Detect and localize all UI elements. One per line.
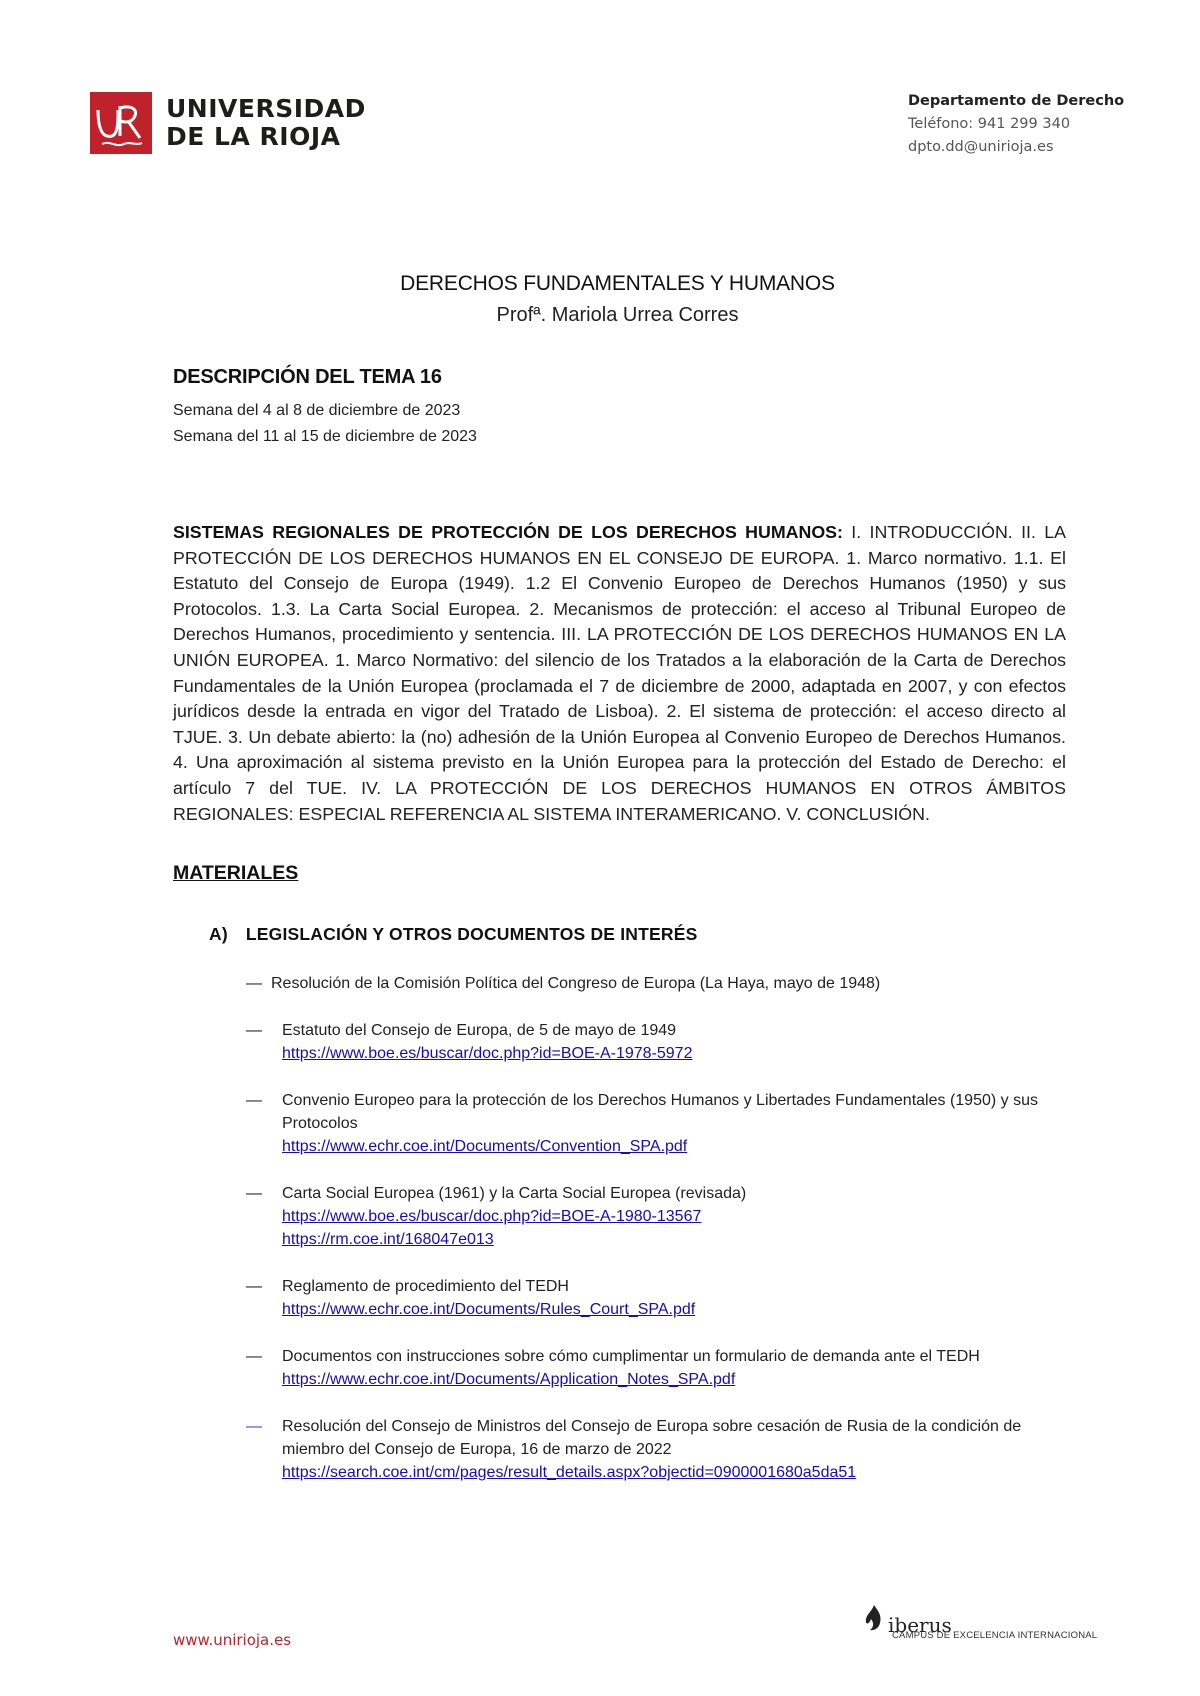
university-name-line2: DE LA RIOJA	[166, 122, 341, 151]
item-link[interactable]: https://www.boe.es/buscar/doc.php?id=BOE-A-1978-5972	[282, 1045, 693, 1062]
item-link[interactable]: https://www.echr.coe.int/Documents/Convention_SPA.pdf	[282, 1138, 688, 1155]
dash-bullet: —	[246, 1185, 262, 1202]
dash-bullet: —	[246, 1418, 262, 1435]
subsection-heading	[209, 924, 697, 945]
item-text: Convenio Europeo para la protección de los Derechos Humanos y Libertades Fundamentales (1950) y sus Protocolos	[282, 1092, 1038, 1132]
list-item	[246, 1345, 1076, 1391]
item-link[interactable]: https://www.boe.es/buscar/doc.php?id=BOE-A-1980-13567	[282, 1208, 702, 1225]
professor-name: Profª. Mariola Urrea Corres	[496, 304, 739, 326]
item-text: Documentos con instrucciones sobre cómo cumplimentar un formulario de demanda ante el TEDH	[282, 1348, 980, 1365]
list-item	[246, 1275, 1076, 1321]
subsection-title: LEGISLACIÓN Y OTROS DOCUMENTOS DE INTERÉS	[245, 924, 698, 944]
section-title: DESCRIPCIÓN DEL TEMA 16	[173, 366, 442, 388]
dash-bullet: —	[246, 975, 262, 992]
item-text: Resolución de la Comisión Política del Congreso de Europa (La Haya, mayo de 1948)	[271, 975, 881, 992]
list-item	[246, 972, 1076, 995]
department-contact	[908, 90, 1124, 159]
department-name: Departamento de Derecho	[908, 93, 1125, 109]
list-item	[246, 1089, 1076, 1158]
university-logo	[90, 92, 366, 154]
topic-description	[173, 520, 1066, 827]
iberus-logo	[862, 1603, 1098, 1641]
item-text: Resolución del Consejo de Ministros del Consejo de Europa sobre cesación de Rusia de la condición de miembro del Consejo de Europa, 16 de marzo de 2022	[282, 1418, 1022, 1458]
iberus-flame-icon	[862, 1603, 888, 1635]
iberus-tagline: CAMPUS DE EXCELENCIA INTERNACIONAL	[892, 1630, 1098, 1641]
week-line-2: Semana del 11 al 15 de diciembre de 2023	[173, 428, 477, 445]
university-logo-mark	[90, 92, 152, 154]
university-name	[166, 95, 366, 151]
item-link[interactable]: https://www.echr.coe.int/Documents/Rules_Court_SPA.pdf	[282, 1301, 696, 1318]
dash-bullet: —	[246, 1022, 262, 1039]
topic-heading: SISTEMAS REGIONALES DE PROTECCIÓN DE LOS DERECHOS HUMANOS:	[173, 522, 843, 542]
item-link[interactable]: https://rm.coe.int/168047e013	[282, 1231, 494, 1248]
item-link[interactable]: https://search.coe.int/cm/pages/result_details.aspx?objectid=0900001680a5da51	[282, 1464, 857, 1481]
item-text: Estatuto del Consejo de Europa, de 5 de mayo de 1949	[282, 1022, 677, 1039]
footer-website: www.unirioja.es	[173, 1631, 292, 1649]
department-phone: Teléfono: 941 299 340	[908, 116, 1071, 132]
department-email: dpto.dd@unirioja.es	[908, 139, 1054, 155]
document-title: DERECHOS FUNDAMENTALES Y HUMANOS	[400, 272, 835, 295]
subsection-letter: A)	[209, 924, 228, 944]
dash-bullet: —	[246, 1092, 262, 1109]
week-line-1: Semana del 4 al 8 de diciembre de 2023	[173, 402, 461, 419]
university-name-line1: UNIVERSIDAD	[166, 94, 366, 123]
list-item	[246, 1182, 1076, 1251]
materials-heading: MATERIALES	[173, 862, 299, 884]
item-text: Carta Social Europea (1961) y la Carta Social Europea (revisada)	[282, 1185, 747, 1202]
topic-outline: I. INTRODUCCIÓN. II. LA PROTECCIÓN DE LOS DERECHOS HUMANOS EN EL CONSEJO DE EUROPA. 1. Marco normativo. 1.1. El Estatuto del Consejo de Europa (1949). 1.2 El Convenio Europeo de Derechos Humanos (1950) y sus Protocolos. 1.3. La Carta Social Europea. 2. Mecanismos de protección: el acceso al Tribunal Europeo de Derechos Humanos, procedimiento y sentencia. III. LA PROTECCIÓN DE LOS DERECHOS HUMANOS EN LA UNIÓN EUROPEA. 1. Marco Normativo: del silencio de los Tratados a la elaboración de la Carta de Derechos Fundamentales de la Unión Europea (proclamada el 7 de diciembre de 2000, adaptada en 2007, y con efectos jurídicos desde la entrada en vigor del Tratado de Lisboa). 2. El sistema de protección: el acceso directo al TJUE. 3. Un debate abierto: la (no) adhesión de la Unión Europea al Convenio Europeo de Derechos Humanos. 4. Una aproximación al sistema previsto en la Unión Europea para la protección del Estado de Derecho: el artículo 7 del TUE. IV. LA PROTECCIÓN DE LOS DERECHOS HUMANOS EN OTROS ÁMBITOS REGIONALES: ESPECIAL REFERENCIA AL SISTEMA INTERAMERICANO. V. CONCLUSIÓN.	[173, 522, 1066, 824]
list-item	[246, 1415, 1076, 1484]
iberus-wordmark: iberus	[888, 1613, 952, 1637]
item-text: Reglamento de procedimiento del TEDH	[282, 1278, 569, 1295]
item-link[interactable]: https://www.echr.coe.int/Documents/Application_Notes_SPA.pdf	[282, 1371, 736, 1388]
dash-bullet: —	[246, 1348, 262, 1365]
dash-bullet: —	[246, 1278, 262, 1295]
list-item	[246, 1019, 1076, 1065]
